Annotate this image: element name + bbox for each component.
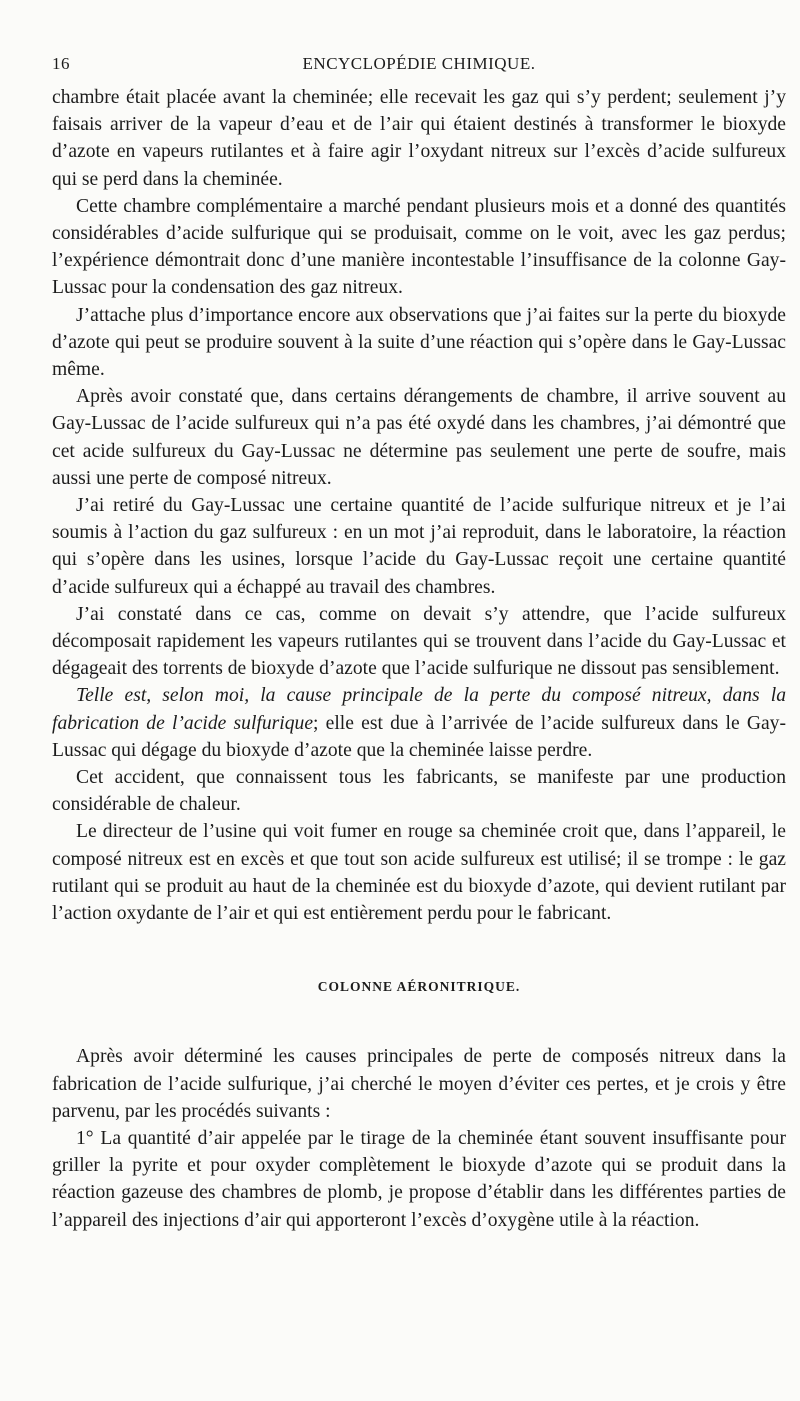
paragraph: J’ai constaté dans ce cas, comme on devait s’y attendre, que l’acide sulfureux décomposait rapidement les vapeurs rutilantes qui se trouvent dans l’acide du Gay-Lussac et dégageait des torrents de bioxyde d’azote que l’acide sulfurique ne dissout pas sensiblement. bbox=[52, 603, 786, 680]
section-heading: COLONNE AÉRONITRIQUE. bbox=[317, 979, 521, 995]
numbered-paragraph: 1° La quantité d’air appelée par le tirage de la cheminée étant souvent insuffisante pour griller la pyrite et pour oxyder complètement le bioxyde d’azote qui se produit dans la réaction gazeuse des chambres de plomb, je propose d’établir dans les différentes parties de l’appareil des injections d’air qui apporteront l’excès d’oxygène utile à la réaction. bbox=[52, 1127, 786, 1231]
italic-emphasis-paragraph bbox=[52, 682, 786, 764]
running-header bbox=[52, 54, 786, 84]
italic-emphasis: Telle est, selon moi, la cause principale de la perte du composé nitreux, dans la fabrication de l’acide sulfurique bbox=[52, 685, 786, 734]
paragraph-continuation: ; elle est due à l’arrivée de l’acide sulfureux dans le Gay-Lussac qui dégage du bioxyde d’azote que la cheminée laisse perdre. bbox=[52, 712, 787, 761]
book-page bbox=[52, 54, 786, 1234]
paragraph: chambre était placée avant la cheminée; elle recevait les gaz qui s’y perdent; seulement j’y faisais arriver de la vapeur d’eau et de l’air qui étaient destinés à transformer le bioxyde d’azote en vapeurs rutilantes et à faire agir l’oxydant nitreux sur l’excès d’acide sulfureux qui se perd dans la cheminée. bbox=[52, 87, 786, 190]
paragraph: Après avoir constaté que, dans certains dérangements de chambre, il arrive souvent au Gay-Lussac de l’acide sulfureux qui n’a pas été oxydé dans les chambres, j’ai démontré que cet acide sulfureux du Gay-Lussac ne détermine pas seulement une perte de soufre, mais aussi une perte de composé nitreux. bbox=[52, 386, 786, 489]
paragraph: J’attache plus d’importance encore aux observations que j’ai faites sur la perte du bioxyde d’azote qui peut se produire souvent à la suite d’une réaction qui s’opère dans le Gay-Lussac même. bbox=[52, 304, 786, 381]
running-title: ENCYCLOPÉDIE CHIMIQUE. bbox=[302, 54, 536, 73]
paragraph: Cette chambre complémentaire a marché pendant plusieurs mois et a donné des quantités considérables d’acide sulfurique qui se produisait, comme on le voit, avec les gaz perdus; l’expérience démontrait donc d’une manière incontestable l’insuffisance de la colonne Gay-Lussac pour la condensation des gaz nitreux. bbox=[52, 195, 786, 299]
paragraph: Après avoir déterminé les causes principales de perte de composés nitreux dans la fabrication de l’acide sulfurique, j’ai cherché le moyen d’éviter ces pertes, et je crois y être parvenu, par les procédés suivants : bbox=[52, 1046, 786, 1122]
paragraph: Cet accident, que connaissent tous les fabricants, se manifeste par une production considérable de chaleur. bbox=[52, 767, 786, 816]
page-number: 16 bbox=[52, 54, 70, 73]
paragraph: Le directeur de l’usine qui voit fumer en rouge sa cheminée croit que, dans l’appareil, le composé nitreux est en excès et que tout son acide sulfureux est utilisé; il se trompe : le gaz rutilant qui se produit au haut de la cheminée est du bioxyde d’azote, qui devient rutilant par l’action oxydante de l’air et qui est entièrement perdu pour le fabricant. bbox=[52, 821, 786, 925]
paragraph: J’ai retiré du Gay-Lussac une certaine quantité de l’acide sulfurique nitreux et je l’ai soumis à l’action du gaz sulfureux : en un mot j’ai reproduit, dans le laboratoire, la réaction qui s’opère dans les usines, lorsque l’acide du Gay-Lussac reçoit une certaine quantité d’acide sulfureux qui a échappé au travail des chambres. bbox=[52, 495, 786, 598]
